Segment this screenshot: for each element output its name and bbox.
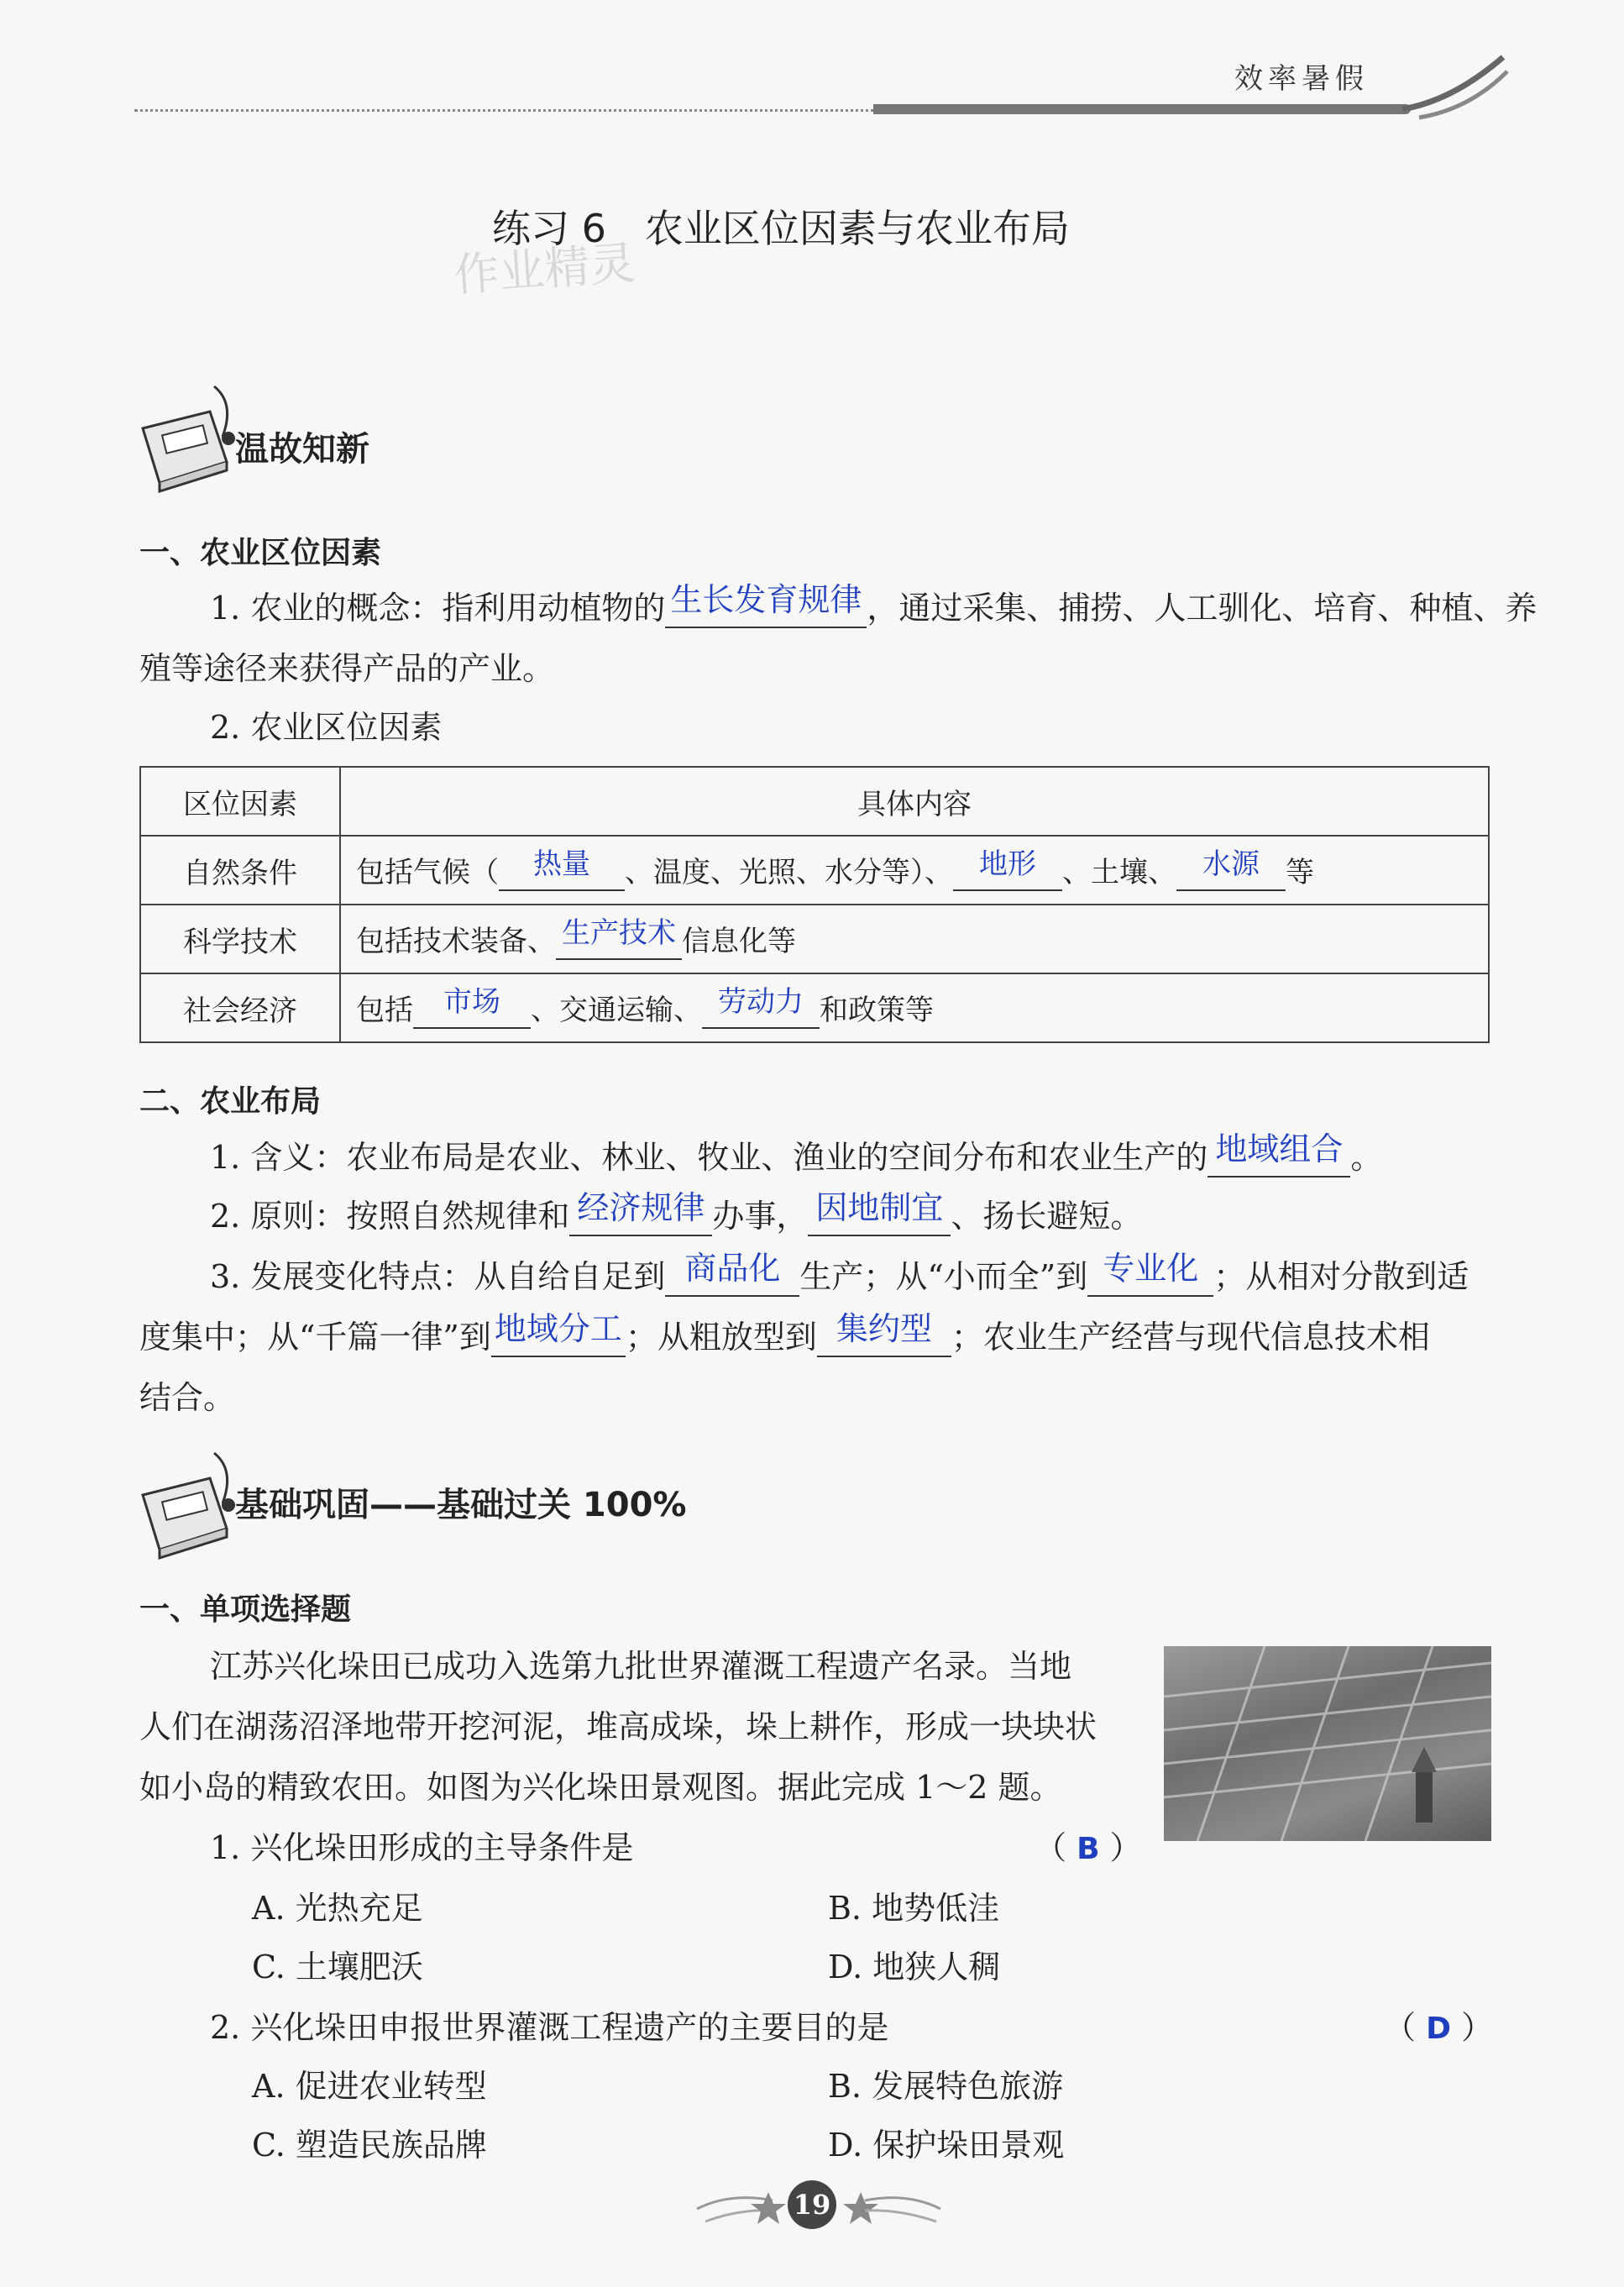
option-c: C. 土壤肥沃 (252, 1949, 423, 1985)
layout-item-3-line2: 度集中；从“千篇一律”到 地域分工 ；从粗放型到 集约型 ；农业生产经营与现代信息技术相 (139, 1310, 1430, 1356)
question-1: 1. 兴化垛田形成的主导条件是 (210, 1829, 634, 1866)
review-item-1-cont: 殖等途径来获得产品的产业。 (139, 650, 555, 687)
layout-item-2: 2. 原则：按照自然规律和 经济规律 办事， 因地制宜 、扬长避短。 (210, 1189, 1143, 1235)
option-b: B. 地势低洼 (828, 1890, 1000, 1927)
series-title: 效率暑假 (1234, 62, 1369, 96)
option-b: B. 发展特色旅游 (828, 2068, 1064, 2105)
book-quill-icon (134, 1445, 244, 1562)
answer-paren-2: （ D ） (1384, 2009, 1494, 2046)
review-item-2: 2. 农业区位因素 (210, 709, 443, 746)
page-number: 19 (793, 2189, 831, 2221)
choice-heading: 一、单项选择题 (139, 1592, 352, 1627)
table-header: 区位因素 (140, 767, 340, 836)
question-2: 2. 兴化垛田申报世界灌溉工程遗产的主要目的是 (210, 2009, 889, 2046)
header-bar (873, 104, 1411, 114)
layout-item-1: 1. 含义：农业布局是农业、林业、牧业、渔业的空间分布和农业生产的 地域组合 。 (210, 1130, 1383, 1176)
part1-heading: 一、农业区位因素 (139, 536, 382, 570)
header-swoosh-icon (1394, 50, 1511, 126)
right-star-ornament-icon (840, 2175, 949, 2234)
table-header: 具体内容 (340, 767, 1489, 836)
answer-blank: 生长发育规律 (665, 591, 867, 628)
table-header-row (140, 767, 1489, 836)
basic-badge-title: 基础巩固——基础过关 100% (235, 1486, 687, 1524)
review-badge-title: 温故知新 (235, 430, 369, 469)
exercise-title: 练习 6 农业区位因素与农业布局 (492, 206, 1070, 251)
review-item-1: 1. 农业的概念：指利用动植物的 生长发育规律 ，通过采集、捕捞、人工驯化、培育、种植、养 (210, 581, 1538, 627)
watermark: 作业精灵 (452, 236, 637, 302)
table-row: 社会经济 包括 市场 、交通运输、 劳动力 和政策等 (140, 973, 1489, 1042)
page-number-badge (788, 2180, 836, 2229)
book-quill-icon (134, 378, 244, 496)
option-d: D. 地狭人稠 (828, 1949, 1001, 1985)
layout-item-3: 3. 发展变化特点：从自给自足到 商品化 生产；从“小而全”到 专业化 ；从相对分散到适 (210, 1250, 1469, 1295)
option-d: D. 保护垛田景观 (828, 2127, 1065, 2164)
table-row: 自然条件 包括气候（ 热量 、温度、光照、水分等）、 地形 、土壤、 水源 等 (140, 836, 1489, 905)
option-c: C. 塑造民族品牌 (252, 2127, 487, 2164)
location-factor-table (139, 766, 1490, 1043)
answer-paren-1: （ B ） (1035, 1829, 1142, 1866)
question-stem: 江苏兴化垛田已成功入选第九批世界灌溉工程遗产名录。当地 人们在湖荡沼泽地带开挖河泥，堆高成垛，垛上耕作，形成一块块状 如小岛的精致农田。如图为兴化垛田景观图。据此完成 1～2 题。 (139, 1648, 1098, 1806)
table-row: 科学技术 包括技术装备、 生产技术 信息化等 (140, 905, 1489, 973)
left-star-ornament-icon (689, 2175, 789, 2234)
layout-item-3-line3: 结合。 (139, 1379, 236, 1416)
duotian-landscape-photo (1164, 1646, 1491, 1841)
header-dotted-line (134, 109, 890, 112)
option-a: A. 光热充足 (252, 1890, 423, 1927)
option-a: A. 促进农业转型 (252, 2068, 487, 2105)
part2-heading: 二、农业布局 (139, 1084, 322, 1119)
